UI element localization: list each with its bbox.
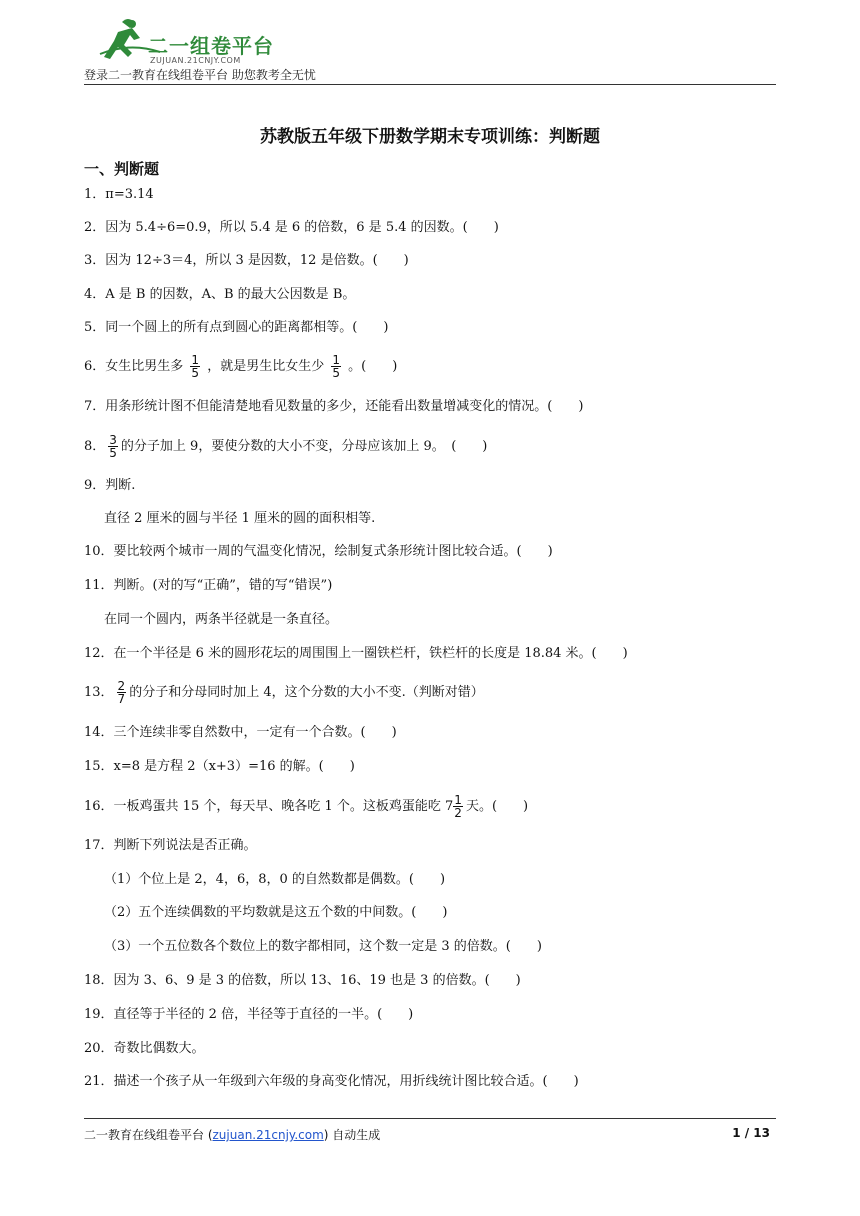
question-13: [84, 680, 484, 705]
question-9: 9．判断.: [84, 478, 136, 493]
question-15: 15．x=8 是方程 2（x+3）=16 的解。( ): [84, 759, 355, 774]
question-18: 18．因为 3、6、9 是 3 的倍数，所以 13、16、19 也是 3 的倍数。( ): [84, 973, 521, 988]
footer-divider: [84, 1118, 776, 1119]
question-8-number: 8．: [84, 439, 106, 454]
page-title: 苏教版五年级下册数学期末专项训练：判断题: [260, 127, 600, 147]
question-13-text: 的分子和分母同时加上 4，这个分数的大小不变.（判断对错）: [129, 685, 484, 700]
question-14: 14．三个连续非零自然数中，一定有一个合数。( ): [84, 725, 397, 740]
question-4: 4．A 是 B 的因数，A、B 的最大公因数是 B。: [84, 287, 356, 302]
numerator: 1: [191, 353, 200, 367]
numerator: 1: [332, 353, 340, 367]
fraction-one-fifth: [190, 354, 200, 379]
question-3: 3．因为 12÷3＝4，所以 3 是因数，12 是倍数。( ): [84, 253, 409, 268]
question-13-number: 13．: [84, 685, 114, 700]
question-6: [84, 354, 397, 379]
numerator: 2: [117, 679, 126, 693]
logo-name: 二一组卷平台: [148, 34, 274, 58]
question-12: 12．在一个半径是 6 米的圆形花坛的周围围上一圈铁栏杆，铁栏杆的长度是 18.84 米。( ): [84, 646, 628, 661]
question-5: 5．同一个圆上的所有点到圆心的距离都相等。( ): [84, 320, 389, 335]
denominator: 5: [332, 366, 340, 380]
question-17: 17．判断下列说法是否正确。: [84, 838, 257, 853]
question-16: [84, 794, 528, 819]
fraction-one-fifth: [331, 354, 341, 379]
header-tagline: 登录二一教育在线组卷平台 助您教考全无忧: [84, 68, 316, 82]
footer-text-a: 二一教育在线组卷平台 (: [84, 1128, 213, 1142]
question-7: 7．用条形统计图不但能清楚地看见数量的多少，还能看出数量增减变化的情况。( ): [84, 399, 584, 414]
question-6-part-a: 6．女生比男生多: [84, 359, 184, 374]
question-21: 21．描述一个孩子从一年级到六年级的身高变化情况，用折线统计图比较合适。( ): [84, 1074, 579, 1089]
denominator: 5: [191, 366, 200, 380]
numerator: 1: [454, 793, 462, 807]
question-16-tail: 天。( ): [465, 799, 529, 814]
denominator: 5: [109, 446, 117, 460]
question-17-item-3: （3）一个五位数各个数位上的数字都相同，这个数一定是 3 的倍数。( ): [104, 939, 542, 954]
question-8-text: 的分子加上 9，要使分数的大小不变，分母应该加上 9。 ( ): [120, 439, 488, 454]
question-17-item-2: （2）五个连续偶数的平均数就是这五个数的中间数。( ): [104, 905, 448, 920]
question-2: 2．因为 5.4÷6=0.9，所以 5.4 是 6 的倍数，6 是 5.4 的因数。( ): [84, 220, 499, 235]
question-20: 20．奇数比偶数大。: [84, 1041, 205, 1056]
question-6-part-b: ，就是男生比女生少: [207, 359, 325, 374]
question-6-part-c: 。( ): [348, 359, 398, 374]
question-11-statement: 在同一个圆内，两条半径就是一条直径。: [104, 612, 339, 627]
question-19: 19．直径等于半径的 2 倍，半径等于直径的一半。( ): [84, 1007, 414, 1022]
question-1: 1．π=3.14: [84, 187, 154, 202]
logo-subtitle: ZUJUAN.21CNJY.COM: [150, 56, 241, 65]
question-10: 10．要比较两个城市一周的气温变化情况，绘制复式条形统计图比较合适。( ): [84, 544, 553, 559]
question-11: 11．判断。(对的写“正确”，错的写“错误”): [84, 578, 333, 593]
numerator: 3: [109, 433, 117, 447]
question-8: [84, 434, 487, 459]
page-number: 1 / 13: [732, 1126, 770, 1140]
fraction-two-sevenths: [117, 680, 127, 705]
fraction-one-half: [453, 794, 463, 819]
denominator: 7: [117, 692, 126, 706]
header-divider: [84, 84, 776, 85]
footer-link[interactable]: zujuan.21cnjy.com: [212, 1128, 324, 1142]
footer-source: [84, 1126, 380, 1143]
question-16-text: 16．一板鸡蛋共 15 个，每天早、晚各吃 1 个。这板鸡蛋能吃 7: [84, 799, 454, 814]
footer-text-b: ) 自动生成: [323, 1128, 381, 1142]
section-heading: 一、判断题: [84, 160, 160, 178]
question-17-item-1: （1）个位上是 2，4，6，8，0 的自然数都是偶数。( ): [104, 872, 446, 887]
fraction-three-fifths: [108, 434, 118, 459]
question-9-statement: 直径 2 厘米的圆与半径 1 厘米的圆的面积相等.: [104, 511, 376, 526]
denominator: 2: [454, 806, 462, 820]
